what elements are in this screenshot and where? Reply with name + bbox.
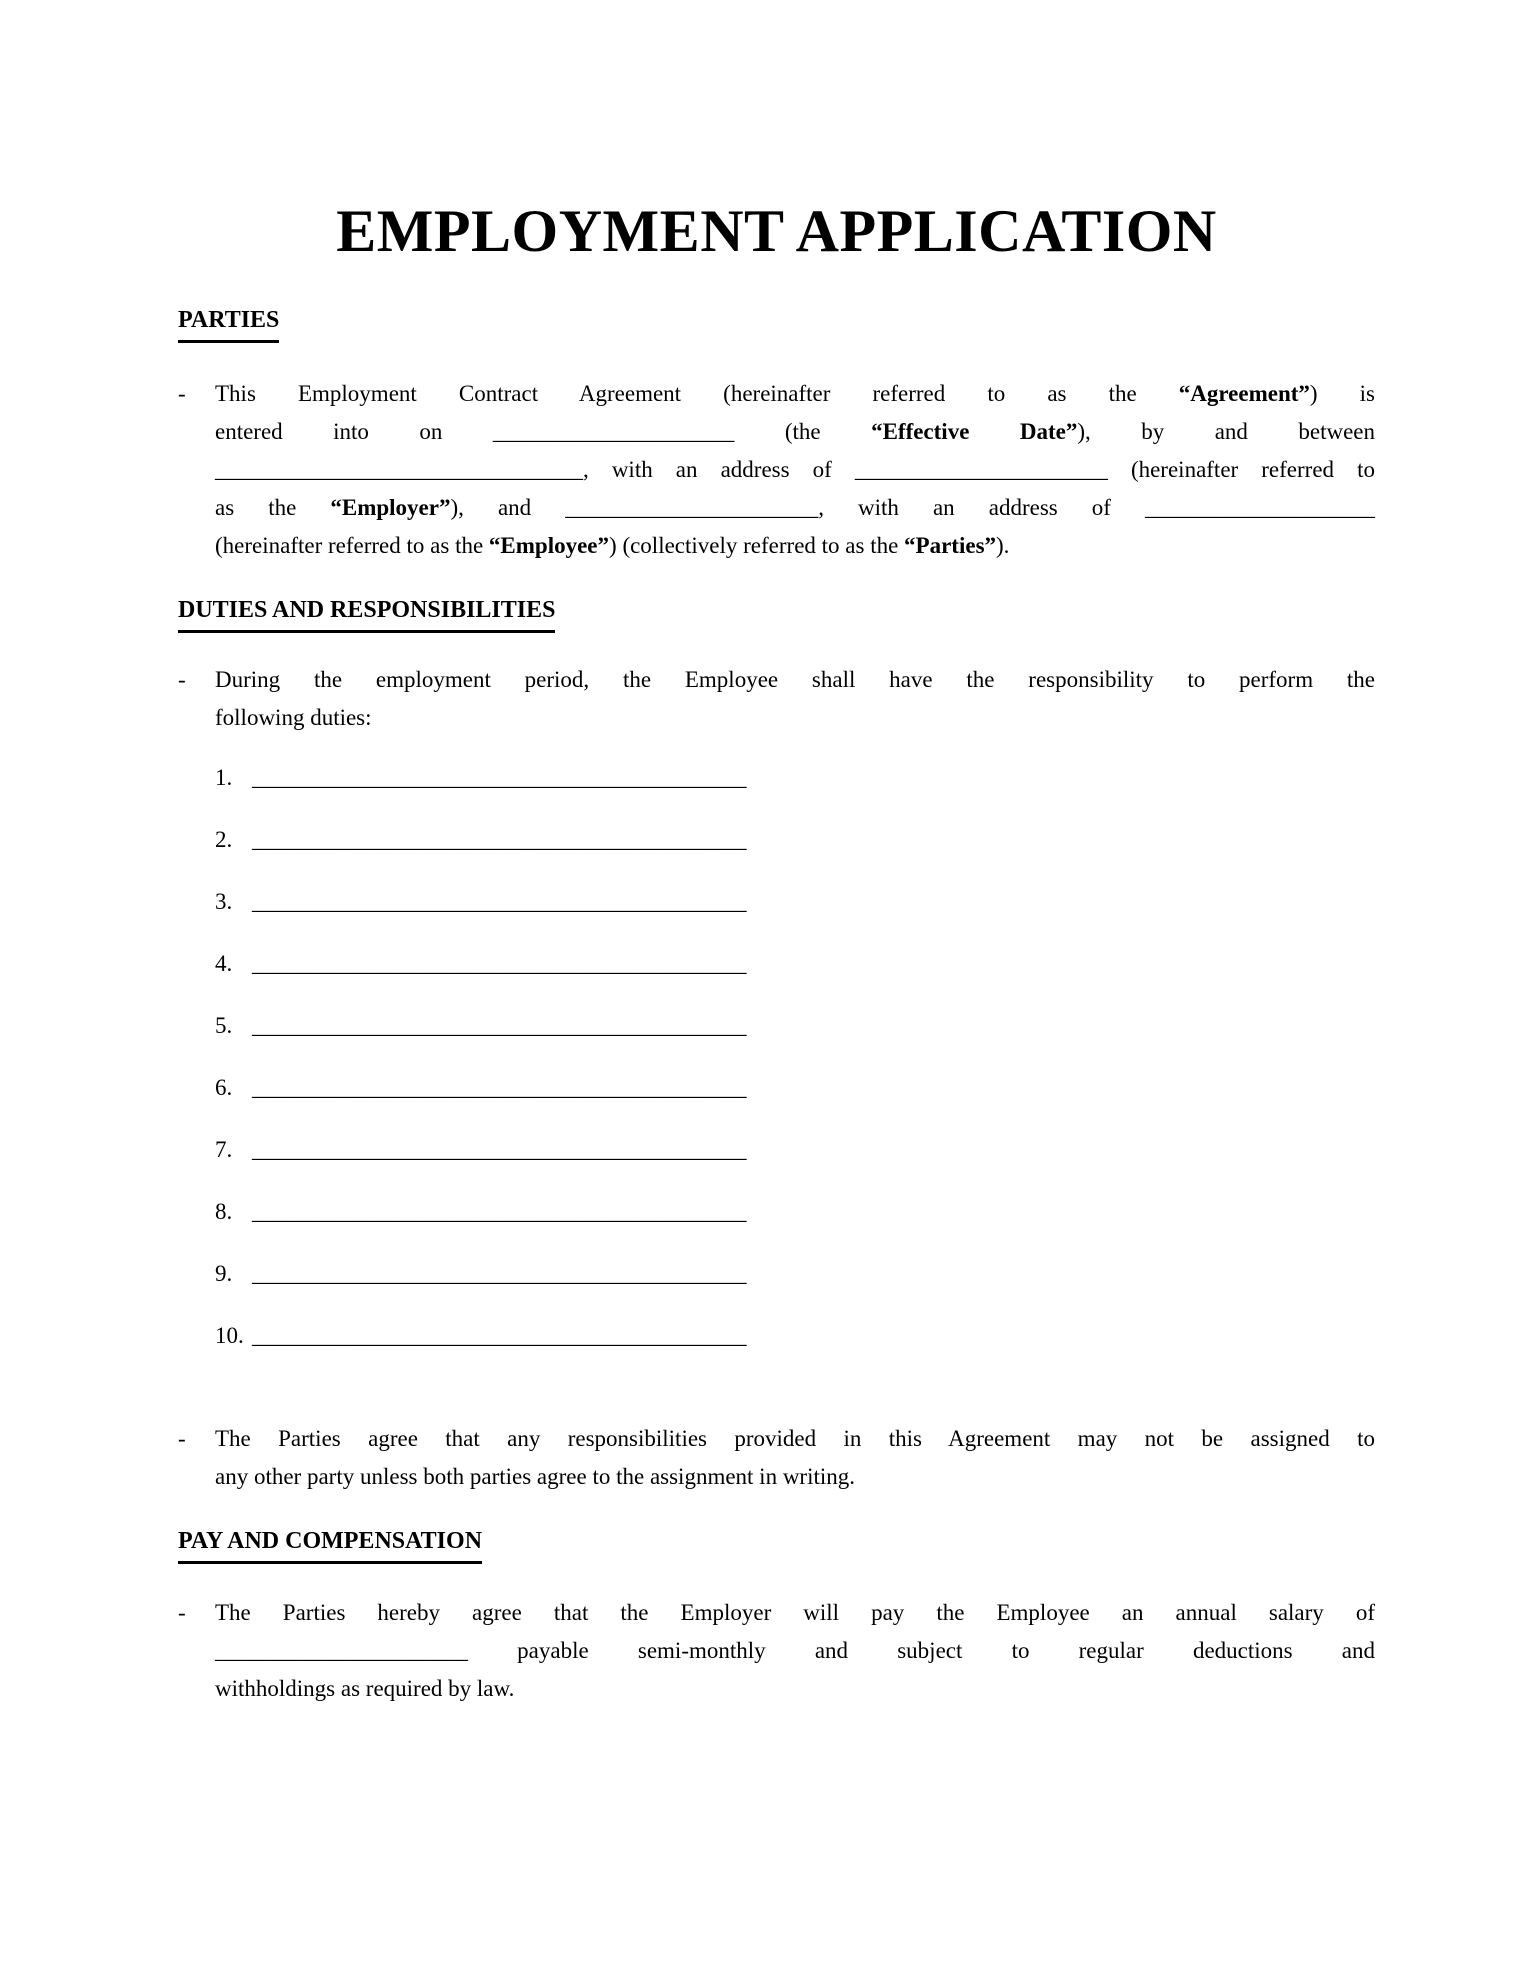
duty-number: 7. — [215, 1137, 233, 1162]
duty-blank-line: ___________________________________________ — [252, 765, 747, 790]
duty-blank-line: ___________________________________________ — [252, 827, 747, 852]
text-segment: The Parties hereby agree that the Employer will pay the Employee an annual salary of — [215, 1600, 1375, 1625]
pay-line — [215, 1632, 1375, 1670]
duty-number: 6. — [215, 1075, 233, 1100]
duty-blank-line: ___________________________________________ — [252, 889, 747, 914]
spacer — [178, 1379, 1375, 1390]
intro-line — [215, 699, 1375, 737]
text-segment: (hereinafter referred to as the — [215, 533, 489, 558]
duty-item — [215, 1131, 1375, 1169]
bold-term: “Employee” — [488, 533, 610, 558]
text-segment: ________________________________, with an address of ______________________ (hereinafter referred to — [215, 457, 1375, 482]
section-parties — [178, 301, 1375, 565]
pay-clause-text — [215, 1594, 1375, 1708]
duty-blank-line: ___________________________________________ — [252, 1261, 747, 1286]
bold-term: “Effective Date” — [871, 419, 1078, 444]
assignment-line — [215, 1458, 1375, 1496]
bold-term: “Agreement” — [1178, 381, 1310, 406]
text-segment: ), by and between — [1077, 419, 1375, 444]
bold-term: “Employer” — [330, 495, 451, 520]
text-segment: following duties: — [215, 705, 372, 730]
section-pay — [178, 1522, 1375, 1708]
parties-heading — [178, 301, 1375, 343]
clause-line — [215, 451, 1375, 489]
duty-item — [215, 1007, 1375, 1045]
parties-clause-text — [215, 375, 1375, 565]
assignment-clause-text — [215, 1420, 1375, 1496]
duty-item — [215, 1255, 1375, 1293]
duty-blank-line: ___________________________________________ — [252, 1323, 747, 1348]
text-segment: This Employment Contract Agreement (hereinafter referred to as the — [215, 381, 1179, 406]
section-duties — [178, 591, 1375, 1496]
duty-number: 9. — [215, 1261, 233, 1286]
duty-blank-line: ___________________________________________ — [252, 1013, 747, 1038]
text-segment: ) (collectively referred to as the — [609, 533, 905, 558]
text-segment: entered into on _____________________ (the — [215, 419, 872, 444]
duties-heading-text: DUTIES AND RESPONSIBILITIES — [178, 591, 555, 633]
duty-item — [215, 1193, 1375, 1231]
clause-line — [215, 489, 1375, 527]
duty-number: 1. — [215, 765, 233, 790]
duty-number: 4. — [215, 951, 233, 976]
duty-item — [215, 821, 1375, 859]
duty-number: 10. — [215, 1323, 244, 1348]
text-segment: ______________________ payable semi-monthly and subject to regular deductions and — [215, 1638, 1375, 1663]
bullet-dash: - — [178, 1600, 186, 1625]
pay-heading-text: PAY AND COMPENSATION — [178, 1522, 482, 1564]
bullet-dash: - — [178, 381, 186, 406]
clause-line — [215, 375, 1375, 413]
duty-number: 3. — [215, 889, 233, 914]
assignment-line — [215, 1420, 1375, 1458]
pay-line — [215, 1670, 1375, 1708]
pay-line — [215, 1594, 1375, 1632]
clause-line — [215, 527, 1375, 565]
duty-item — [215, 1317, 1375, 1355]
duty-number: 5. — [215, 1013, 233, 1038]
duty-item — [215, 759, 1375, 797]
intro-line — [215, 661, 1375, 699]
duty-number: 8. — [215, 1199, 233, 1224]
text-segment: any other party unless both parties agree to the assignment in writing. — [215, 1464, 856, 1489]
pay-clause — [178, 1594, 1375, 1708]
assignment-clause — [178, 1420, 1375, 1496]
duty-blank-line: ___________________________________________ — [252, 1199, 747, 1224]
text-segment: The Parties agree that any responsibilities provided in this Agreement may not be assigned to — [215, 1426, 1375, 1451]
duties-heading — [178, 591, 1375, 633]
bullet-dash: - — [178, 1426, 186, 1451]
duty-blank-line: ___________________________________________ — [252, 1137, 747, 1162]
duty-item — [215, 1069, 1375, 1107]
pay-heading — [178, 1522, 1375, 1564]
text-segment: ), and ______________________, with an address of ____________________ — [450, 495, 1375, 520]
parties-heading-text: PARTIES — [178, 301, 279, 343]
clause-line — [215, 413, 1375, 451]
text-segment: withholdings as required by law. — [215, 1676, 515, 1701]
text-segment: During the employment period, the Employee shall have the responsibility to perform the — [215, 667, 1375, 692]
duties-intro — [178, 661, 1375, 737]
duties-list — [215, 759, 1375, 1355]
text-segment: ). — [996, 533, 1010, 558]
bold-term: “Parties” — [904, 533, 997, 558]
duties-intro-text — [215, 661, 1375, 737]
document-title: EMPLOYMENT APPLICATION — [336, 198, 1217, 264]
duty-number: 2. — [215, 827, 233, 852]
duty-blank-line: ___________________________________________ — [252, 1075, 747, 1100]
text-segment: as the — [215, 495, 331, 520]
duty-item — [215, 883, 1375, 921]
parties-clause — [178, 375, 1375, 565]
duty-blank-line: ___________________________________________ — [252, 951, 747, 976]
bullet-dash: - — [178, 667, 186, 692]
duty-item — [215, 945, 1375, 983]
text-segment: ) is — [1309, 381, 1375, 406]
